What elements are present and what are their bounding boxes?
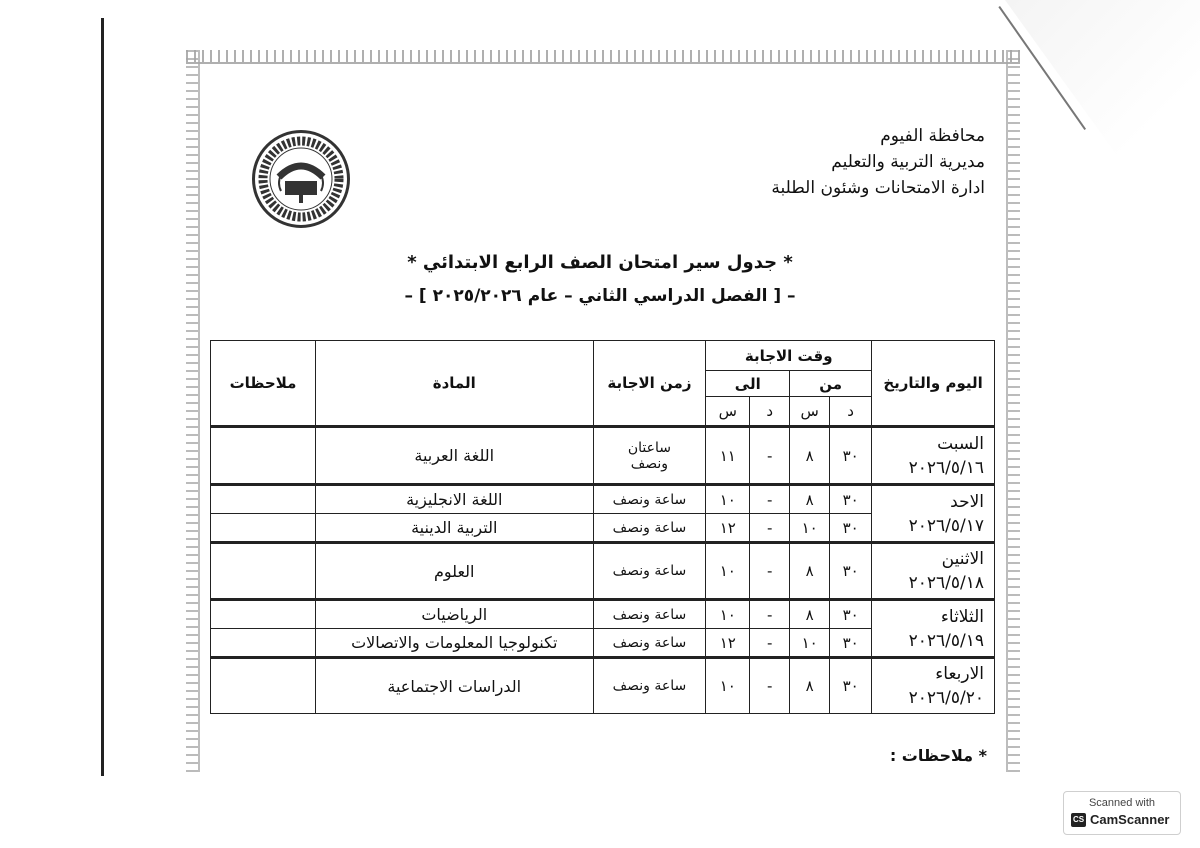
header-duration: زمن الاجابة: [593, 341, 706, 427]
page-border-left: [186, 50, 200, 772]
from-minute: ٣٠: [830, 427, 872, 485]
notes-cell: [211, 543, 316, 600]
duration: ساعة ونصف: [593, 629, 706, 658]
from-minute: ٣٠: [830, 658, 872, 714]
header-notes: ملاحظات: [211, 341, 316, 427]
to-hour: ١٢: [706, 629, 750, 658]
from-hour: ٨: [790, 485, 830, 514]
department-name: ادارة الامتحانات وشئون الطلبة: [771, 178, 985, 198]
directorate-seal-logo: [252, 130, 350, 228]
exam-schedule-table: [210, 340, 995, 714]
to-hour: ١٠: [706, 543, 750, 600]
to-hour: ١١: [706, 427, 750, 485]
from-minute: ٣٠: [830, 543, 872, 600]
notes-label: * ملاحظات :: [889, 746, 987, 765]
exam-date: ٢٠٢٦/٥/١٧: [908, 515, 984, 536]
camscanner-logo-icon: CS: [1071, 813, 1086, 827]
duration: ساعة ونصف: [593, 485, 706, 514]
from-hour: ١٠: [790, 629, 830, 658]
header-from: من: [790, 371, 872, 397]
subject: الرياضيات: [315, 600, 593, 629]
notes-cell: [211, 658, 316, 714]
schedule-title: * جدول سير امتحان الصف الرابع الابتدائي *: [407, 252, 793, 273]
to-hour: ١٠: [706, 658, 750, 714]
directorate-name: مديرية التربية والتعليم: [831, 152, 985, 172]
notes-cell: [211, 427, 316, 485]
duration: ساعة ونصف: [593, 514, 706, 543]
to-minute: -: [750, 629, 790, 658]
subject: العلوم: [315, 543, 593, 600]
to-hour: ١٠: [706, 600, 750, 629]
day-name: الاثنين: [941, 549, 984, 569]
header-day-date: اليوم والتاريخ: [872, 341, 995, 427]
schedule-subtitle: – [ الفصل الدراسي الثاني – عام ٢٠٢٥/٢٠٢٦ ] –: [404, 286, 796, 306]
to-minute: -: [750, 600, 790, 629]
to-minute: -: [750, 514, 790, 543]
to-minute: -: [750, 485, 790, 514]
from-hour: ٨: [790, 658, 830, 714]
to-minute: -: [750, 427, 790, 485]
to-minute: -: [750, 543, 790, 600]
day-date-cell: [872, 427, 995, 485]
from-minute: ٣٠: [830, 629, 872, 658]
watermark-line1: Scanned with: [1088, 797, 1156, 809]
duration-line2: ونصف: [630, 455, 669, 472]
from-hour: ٨: [790, 600, 830, 629]
day-name: الثلاثاء: [940, 606, 984, 627]
page-border-top: [186, 50, 1020, 64]
header-from-hour: س: [790, 397, 830, 427]
day-name: الاحد: [950, 491, 984, 512]
day-name: السبت: [937, 433, 984, 454]
to-hour: ١٠: [706, 485, 750, 514]
subject: الدراسات الاجتماعية: [315, 658, 593, 714]
from-hour: ١٠: [790, 514, 830, 543]
from-hour: ٨: [790, 543, 830, 600]
from-hour: ٨: [790, 427, 830, 485]
day-date-cell: [872, 543, 995, 600]
header-to-hour: س: [706, 397, 750, 427]
duration: [593, 427, 706, 485]
subject: اللغة الانجليزية: [315, 485, 593, 514]
header-from-minute: د: [830, 397, 872, 427]
day-date-cell: [872, 600, 995, 658]
exam-date: ٢٠٢٦/٥/١٦: [908, 457, 984, 478]
exam-date: ٢٠٢٦/٥/٢٠: [908, 688, 984, 708]
notes-cell: [211, 514, 316, 543]
subject: التربية الدينية: [315, 514, 593, 543]
page-border-right: [1006, 50, 1020, 772]
day-date-cell: [872, 658, 995, 714]
notes-cell: [211, 485, 316, 514]
from-minute: ٣٠: [830, 600, 872, 629]
page-fold-shadow: [1005, 0, 1200, 260]
to-hour: ١٢: [706, 514, 750, 543]
to-minute: -: [750, 658, 790, 714]
from-minute: ٣٠: [830, 514, 872, 543]
subject: اللغة العربية: [315, 427, 593, 485]
day-name: الاربعاء: [935, 664, 984, 684]
duration-line1: ساعتان: [627, 439, 671, 456]
duration: ساعة ونصف: [593, 658, 706, 714]
notes-cell: [211, 600, 316, 629]
header-subject: المادة: [315, 341, 593, 427]
header-to: الى: [706, 371, 790, 397]
issuer-header: [771, 123, 985, 201]
subject: تكنولوجيا المعلومات والاتصالات: [315, 629, 593, 658]
duration: ساعة ونصف: [593, 600, 706, 629]
duration: ساعة ونصف: [593, 543, 706, 600]
notes-cell: [211, 629, 316, 658]
exam-date: ٢٠٢٦/٥/١٩: [908, 630, 984, 651]
day-date-cell: [872, 485, 995, 543]
exam-date: ٢٠٢٦/٥/١٨: [908, 573, 984, 593]
header-to-minute: د: [750, 397, 790, 427]
scan-edge-line: [101, 18, 104, 776]
from-minute: ٣٠: [830, 485, 872, 514]
governorate-name: محافظة الفيوم: [880, 126, 985, 146]
camscanner-watermark: [1063, 791, 1181, 835]
header-answer-time: وقت الاجابة: [706, 341, 872, 371]
watermark-brand: CamScanner: [1090, 812, 1170, 827]
